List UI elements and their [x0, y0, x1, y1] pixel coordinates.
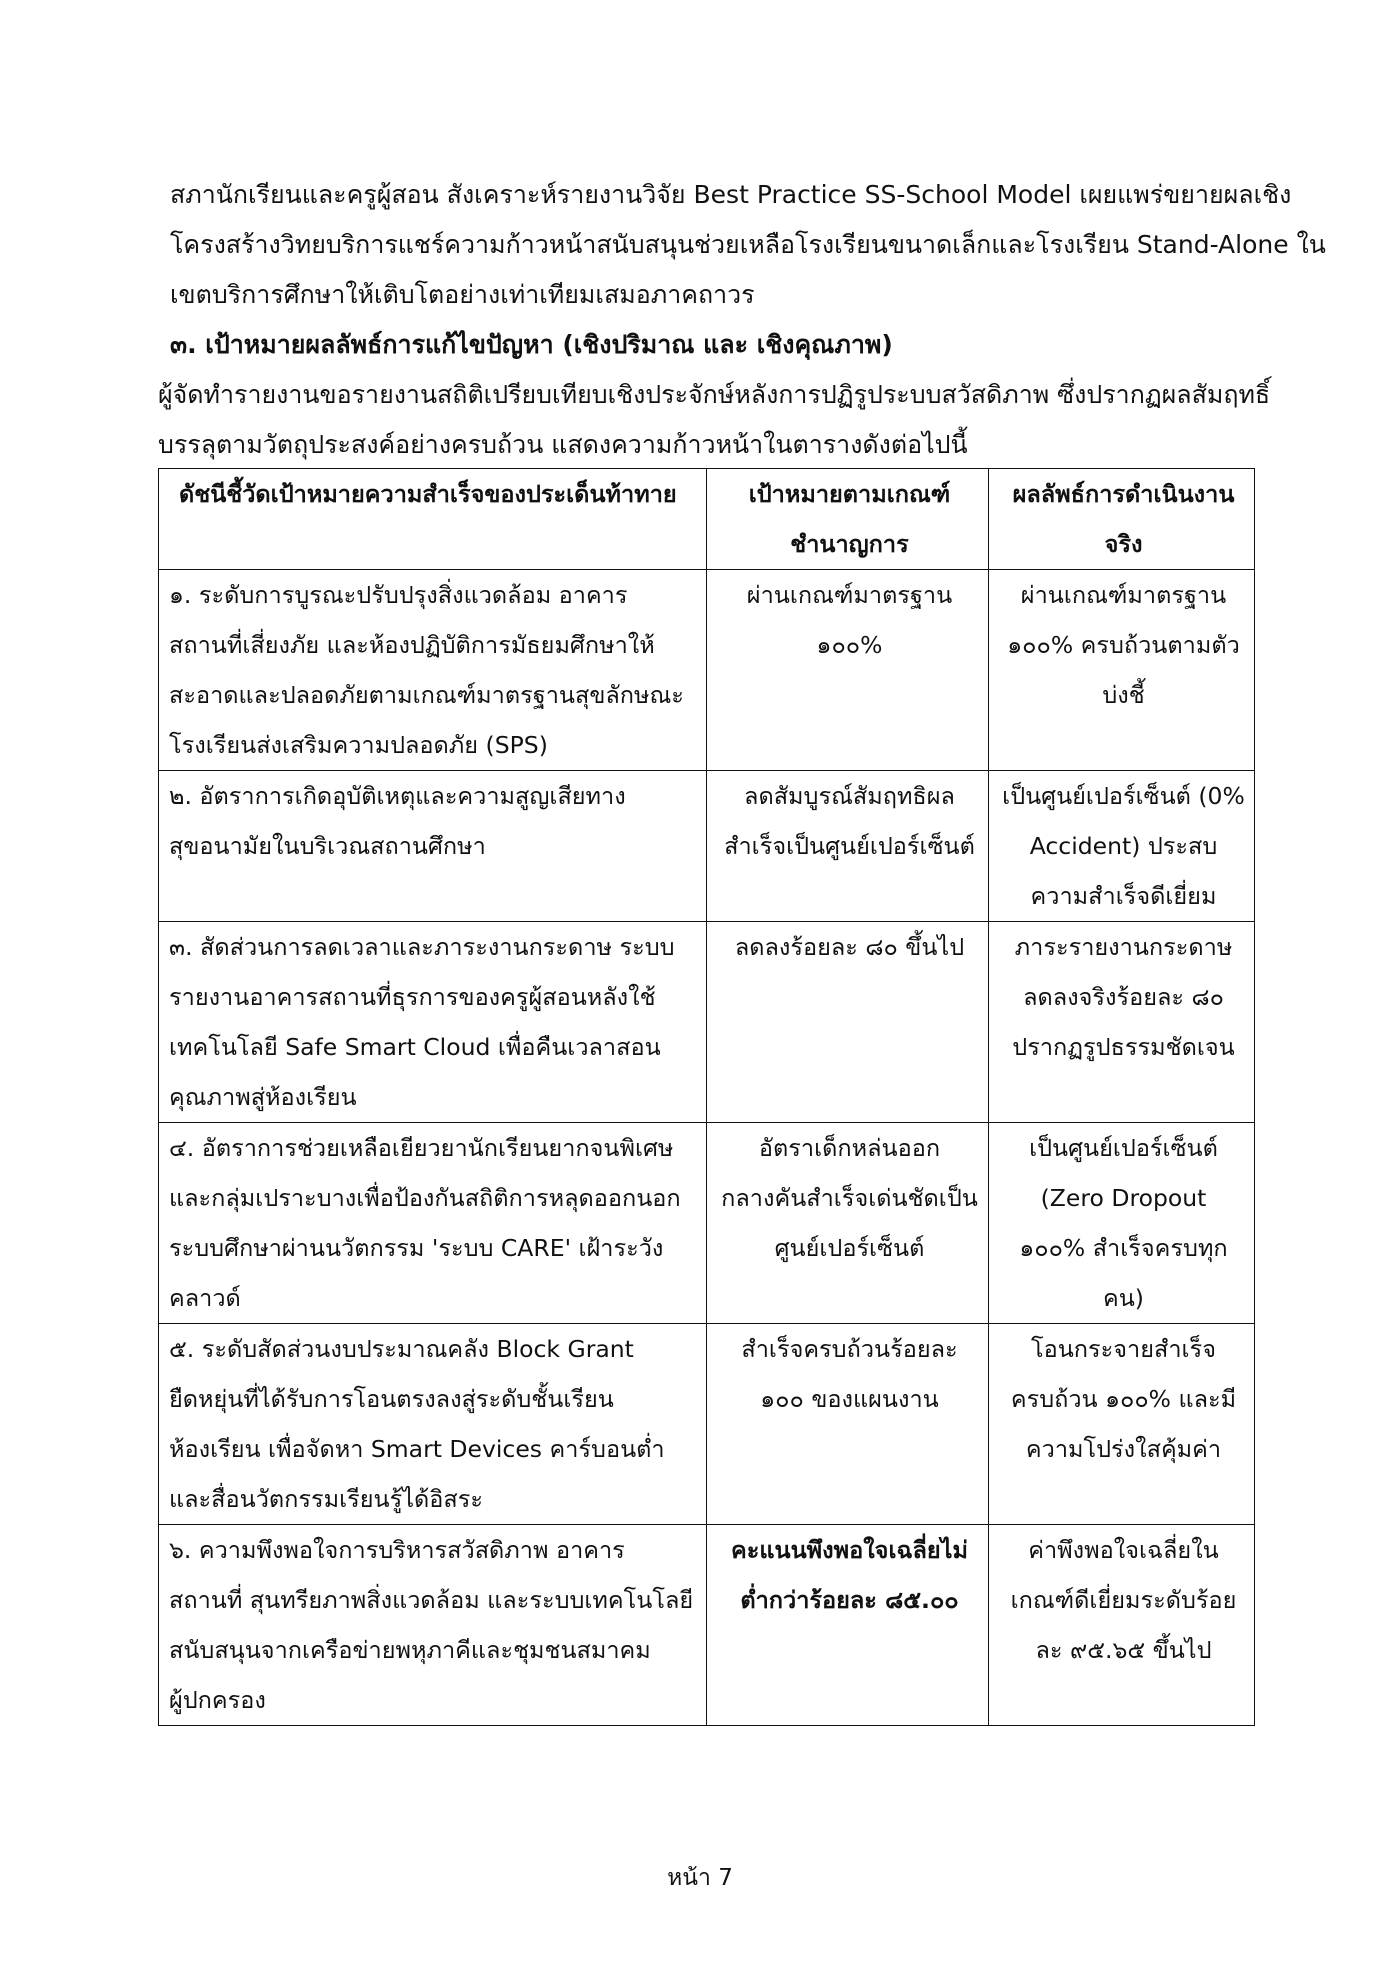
cell-line: ความสำเร็จดีเยี่ยม — [1030, 882, 1217, 910]
indicator-cell — [159, 1324, 707, 1525]
target-cell — [707, 771, 989, 922]
section-heading: ๓. เป้าหมายผลลัพธ์การแก้ไขปัญหา (เชิงปริมาณ และ เชิงคุณภาพ) — [170, 330, 893, 359]
header-indicator — [159, 469, 707, 570]
cell-line: อัตราเด็กหล่นออก — [758, 1134, 941, 1162]
header-result — [989, 469, 1255, 570]
indicator-cell — [159, 570, 707, 771]
cell-line: ลดลงจริงร้อยละ ๘๐ — [1023, 983, 1224, 1011]
cell-line: เป็นศูนย์เปอร์เซ็นต์ (0% — [1002, 782, 1245, 810]
cell-line: คะแนนพึงพอใจเฉลี่ยไม่ — [731, 1536, 968, 1564]
header-line: จริง — [1104, 530, 1143, 558]
cell-line: เกณฑ์ดีเยี่ยมระดับร้อย — [1010, 1586, 1237, 1614]
result-cell — [989, 570, 1255, 771]
cell-line: สถานที่ สุนทรียภาพสิ่งแวดล้อม และระบบเทคโนโลยี — [169, 1586, 694, 1614]
cell-line: ๑. ระดับการบูรณะปรับปรุงสิ่งแวดล้อม อาคาร — [169, 581, 628, 609]
target-cell — [707, 922, 989, 1123]
cell-line: ๔. อัตราการช่วยเหลือเยียวยานักเรียนยากจนพิเศษ — [169, 1134, 674, 1162]
table-row — [159, 922, 1255, 1123]
header-line: ดัชนีชี้วัดเป้าหมายความสำเร็จของประเด็นท้าทาย — [179, 480, 677, 508]
cell-line: บ่งชี้ — [1102, 681, 1145, 709]
result-cell — [989, 771, 1255, 922]
cell-line: ผ่านเกณฑ์มาตรฐาน — [746, 581, 953, 609]
target-cell — [707, 570, 989, 771]
indicator-cell — [159, 1525, 707, 1726]
cell-line: (Zero Dropout — [1040, 1184, 1207, 1212]
indicator-cell — [159, 922, 707, 1123]
cell-line: กลางคันสำเร็จเด่นชัดเป็น — [721, 1184, 978, 1212]
cell-line: สุขอนามัยในบริเวณสถานศึกษา — [169, 832, 486, 860]
cell-line: สำเร็จครบถ้วนร้อยละ — [741, 1335, 958, 1363]
target-cell — [707, 1123, 989, 1324]
cell-line: ๕. ระดับสัดส่วนงบประมาณคลัง Block Grant — [169, 1335, 634, 1363]
cell-line: ๖. ความพึงพอใจการบริหารสวัสดิภาพ อาคาร — [169, 1536, 625, 1564]
cell-line: เป็นศูนย์เปอร์เซ็นต์ — [1029, 1134, 1218, 1162]
cell-line: ภาระรายงานกระดาษ — [1014, 933, 1233, 961]
header-target — [707, 469, 989, 570]
table-row — [159, 771, 1255, 922]
intro-line: สภานักเรียนและครูผู้สอน สังเคราะห์รายงานวิจัย Best Practice SS-School Model เผยแพร่ขยายผลเชิง — [170, 180, 1292, 209]
indicator-cell — [159, 1123, 707, 1324]
cell-line: ห้องเรียน เพื่อจัดหา Smart Devices คาร์บอนต่ำ — [169, 1435, 665, 1463]
cell-line: ผู้ปกครอง — [169, 1686, 266, 1714]
cell-line: คุณภาพสู่ห้องเรียน — [169, 1083, 357, 1111]
result-cell — [989, 1525, 1255, 1726]
cell-line: ปรากฏรูปธรรมชัดเจน — [1012, 1033, 1235, 1061]
lead-paragraph — [158, 370, 1271, 470]
cell-line: โอนกระจายสำเร็จ — [1031, 1335, 1216, 1363]
indicator-table — [158, 468, 1255, 1726]
target-cell — [707, 1525, 989, 1726]
result-cell — [989, 1123, 1255, 1324]
lead-line: บรรลุตามวัตถุประสงค์อย่างครบถ้วน แสดงความก้าวหน้าในตารางดังต่อไปนี้ — [158, 430, 968, 459]
target-cell — [707, 1324, 989, 1525]
table-row — [159, 570, 1255, 771]
header-line: ผลลัพธ์การดำเนินงาน — [1012, 480, 1235, 508]
cell-line: สะอาดและปลอดภัยตามเกณฑ์มาตรฐานสุขลักษณะ — [169, 681, 684, 709]
cell-line: ยืดหยุ่นที่ได้รับการโอนตรงลงสู่ระดับชั้นเรียน — [169, 1385, 614, 1413]
cell-line: และกลุ่มเปราะบางเพื่อป้องกันสถิติการหลุดออกนอก — [169, 1184, 681, 1212]
table-row — [159, 1525, 1255, 1726]
intro-line: โครงสร้างวิทยบริการแชร์ความก้าวหน้าสนับสนุนช่วยเหลือโรงเรียนขนาดเล็กและโรงเรียน Stand-Alone ใน — [170, 230, 1326, 259]
header-line: ชำนาญการ — [790, 530, 909, 558]
header-line: เป้าหมายตามเกณฑ์ — [748, 480, 951, 508]
page-number: หน้า 7 — [667, 1865, 733, 1891]
cell-line: สถานที่เสี่ยงภัย และห้องปฏิบัติการมัธยมศึกษาให้ — [169, 631, 655, 659]
cell-line: ครบถ้วน ๑๐๐% และมี — [1010, 1385, 1237, 1413]
cell-line: ๑๐๐% — [816, 631, 883, 659]
indicator-cell — [159, 771, 707, 922]
cell-line: ๑๐๐% สำเร็จครบทุก — [1019, 1234, 1228, 1262]
cell-line: คน) — [1103, 1284, 1144, 1312]
result-cell — [989, 1324, 1255, 1525]
cell-line: ๑๐๐ ของแผนงาน — [760, 1385, 939, 1413]
cell-line: ศูนย์เปอร์เซ็นต์ — [774, 1234, 925, 1262]
cell-line: สนับสนุนจากเครือข่ายพหุภาคีและชุมชนสมาคม — [169, 1636, 651, 1664]
intro-line: เขตบริการศึกษาให้เติบโตอย่างเท่าเทียมเสมอภาคถาวร — [170, 280, 755, 309]
result-cell — [989, 922, 1255, 1123]
cell-line: และสื่อนวัตกรรมเรียนรู้ได้อิสระ — [169, 1485, 484, 1513]
lead-line: ผู้จัดทำรายงานขอรายงานสถิติเปรียบเทียบเชิงประจักษ์หลังการปฏิรูประบบสวัสดิภาพ ซึ่งปรากฏผลสัมฤทธิ์ — [158, 380, 1271, 409]
cell-line: สำเร็จเป็นศูนย์เปอร์เซ็นต์ — [724, 832, 975, 860]
cell-line: ๒. อัตราการเกิดอุบัติเหตุและความสูญเสียทาง — [169, 782, 626, 810]
cell-line: ๑๐๐% ครบถ้วนตามตัว — [1007, 631, 1240, 659]
table-header-row — [159, 469, 1255, 570]
cell-line: ลดสัมบูรณ์สัมฤทธิผล — [744, 782, 955, 810]
cell-line: ความโปร่งใสคุ้มค่า — [1025, 1435, 1222, 1463]
cell-line: รายงานอาคารสถานที่ธุรการของครูผู้สอนหลังใช้ — [169, 983, 656, 1011]
cell-line: เทคโนโลยี Safe Smart Cloud เพื่อคืนเวลาสอน — [169, 1033, 661, 1061]
intro-paragraph — [170, 170, 1326, 320]
cell-line: ต่ำกว่าร้อยละ ๘๕.๐๐ — [740, 1586, 959, 1614]
cell-line: โรงเรียนส่งเสริมความปลอดภัย (SPS) — [169, 731, 548, 759]
cell-line: ๓. สัดส่วนการลดเวลาและภาระงานกระดาษ ระบบ — [169, 933, 675, 961]
cell-line: ค่าพึงพอใจเฉลี่ยใน — [1028, 1536, 1219, 1564]
table-row — [159, 1324, 1255, 1525]
cell-line: ลดลงร้อยละ ๘๐ ขึ้นไป — [734, 933, 965, 961]
table-row — [159, 1123, 1255, 1324]
cell-line: คลาวด์ — [169, 1284, 241, 1312]
cell-line: ระบบศึกษาผ่านนวัตกรรม 'ระบบ CARE' เฝ้าระวัง — [169, 1234, 664, 1262]
cell-line: Accident) ประสบ — [1029, 832, 1218, 860]
cell-line: ผ่านเกณฑ์มาตรฐาน — [1020, 581, 1227, 609]
cell-line: ละ ๙๕.๖๕ ขึ้นไป — [1035, 1636, 1212, 1664]
